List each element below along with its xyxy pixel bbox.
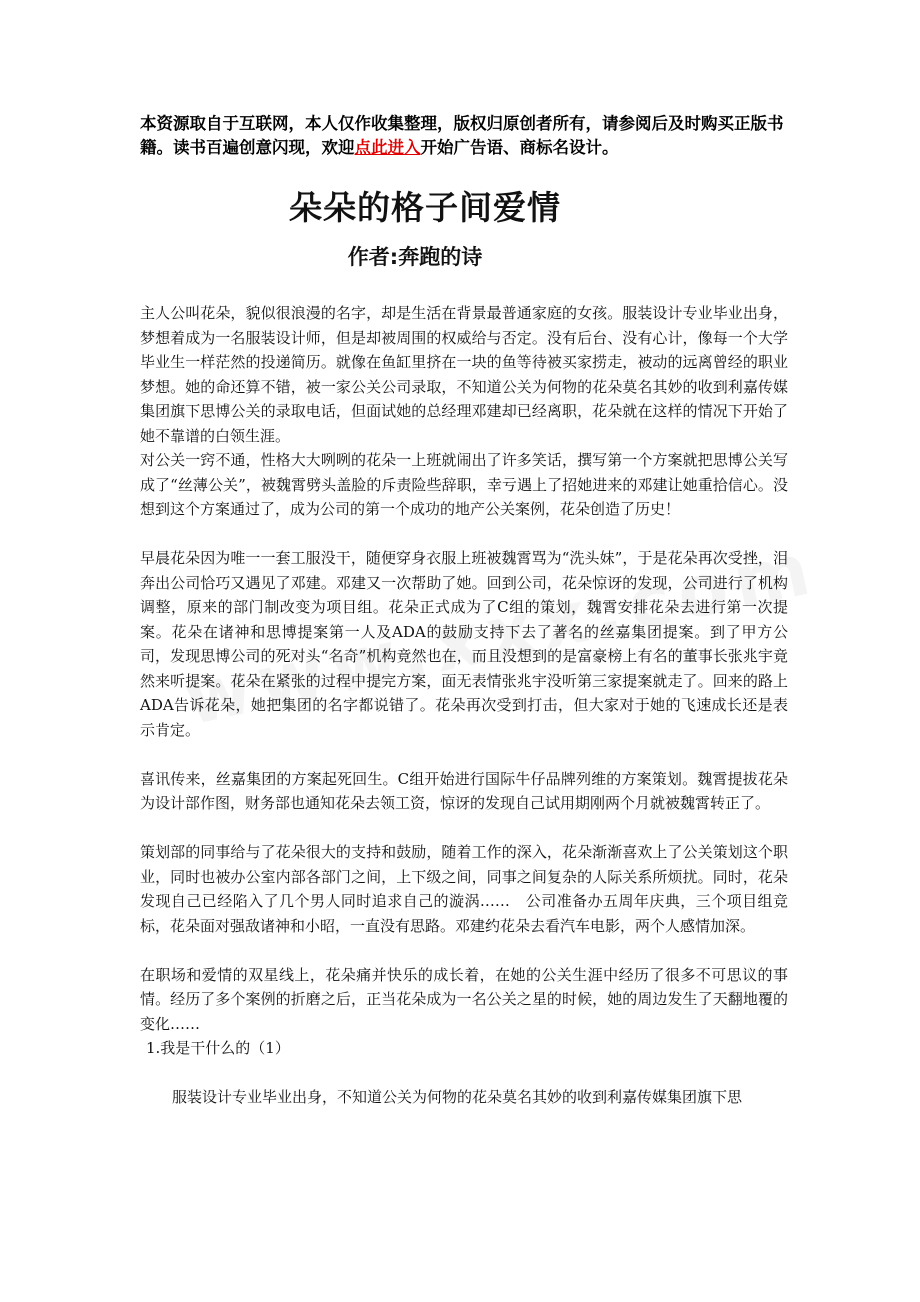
document-body [140,301,788,1109]
paragraph: 主人公叫花朵，貌似很浪漫的名字，却是生活在背景最普通家庭的女孩。服装设计专业毕业出身，梦想着成为一名服装设计师，但是却被周围的权威给与否定。没有后台、没有心计，像每一个大学毕业生一样茫然的投递简历。就像在鱼缸里挤在一块的鱼等待被买家捞走，被动的远离曾经的职业梦想。她的命还算不错，被一家公关公司录取，不知道公关为何物的花朵莫名其妙的收到利嘉传媒集团旗下思博公关的录取电话，但面试她的总经理邓建却已经离职，花朵就在这样的情况下开始了她不靠谱的白领生涯。 [140,304,788,445]
copyright-notice [140,112,790,160]
paragraph: 早晨花朵因为唯一一套工服没干，随便穿身衣服上班被魏霄骂为“洗头妹”，于是花朵再次受挫，泪奔出公司恰巧又遇见了邓建。邓建又一次帮助了她。回到公司，花朵惊讶的发现，公司进行了机构调整，原来的部门制改变为项目组。花朵正式成为了C组的策划，魏霄安排花朵去进行第一次提案。花朵在诸神和思博提案第一人及ADA的鼓励支持下去了著名的丝嘉集团提案。到了甲方公司，发现思博公司的死对头“名奇”机构竟然也在，而且没想到的是富豪榜上有名的董事长张兆宇竟然来听提案。花朵在紧张的过程中提完方案，面无表情张兆宇没听第三家提案就走了。回来的路上ADA告诉花朵，她把集团的名字都说错了。花朵再次受到打击，但大家对于她的飞速成长还是表示肯定。 [140,549,788,739]
paragraph: 策划部的同事给与了花朵很大的支持和鼓励，随着工作的深入，花朵渐渐喜欢上了公关策划这个职业，同时也被办公室内部各部门之间，上下级之间，同事之间复杂的人际关系所烦扰。同时，花朵发现自己已经陷入了几个男人同时追求自己的漩涡…… 公司准备办五周年庆典，三个项目组竞标，花朵面对强敌诸神和小昭，一直没有思路。邓建约花朵去看汽车电影，两个人感情加深。 [140,843,788,935]
enter-link[interactable]: 点此进入 [354,138,421,157]
notice-text-tail: 开始广告语、商标名设计。 [420,138,619,157]
chapter-heading: 1.我是干什么的（1） [146,1039,290,1057]
paragraph: 喜讯传来，丝嘉集团的方案起死回生。C组开始进行国际牛仔品牌列维的方案策划。魏霄提拔花朵为设计部作图，财务部也通知花朵去领工资，惊讶的发现自己试用期刚两个月就被魏霄转正了。 [140,769,788,812]
paragraph: 在职场和爱情的双星线上，花朵痛并快乐的成长着，在她的公关生涯中经历了很多不可思议的事情。经历了多个案例的折磨之后，正当花朵成为一名公关之星的时候，她的周边发生了天翻地覆的变化…… [140,965,788,1033]
paragraph: 对公关一窍不通，性格大大咧咧的花朵一上班就闹出了许多笑话，撰写第一个方案就把思博公关写成了“丝薄公关”，被魏霄劈头盖脸的斥责险些辞职，幸亏遇上了招她进来的邓建让她重拾信心。没想到这个方案通过了，成为公司的第一个成功的地产公关案例，花朵创造了历史！ [140,451,788,518]
notice-text: 本资源取自于互联网，本人仅作收集整理，版权归原创者所有，请参阅后及时购买正版书籍。读书百遍创意闪现，欢迎 [140,114,784,157]
document-title: 朵朵的格子间爱情 [289,188,561,227]
chapter-paragraph: 服装设计专业毕业出身，不知道公关为何物的花朵莫名其妙的收到利嘉传媒集团旗下思 [172,1087,743,1106]
author-line: 作者:奔跑的诗 [347,245,483,269]
